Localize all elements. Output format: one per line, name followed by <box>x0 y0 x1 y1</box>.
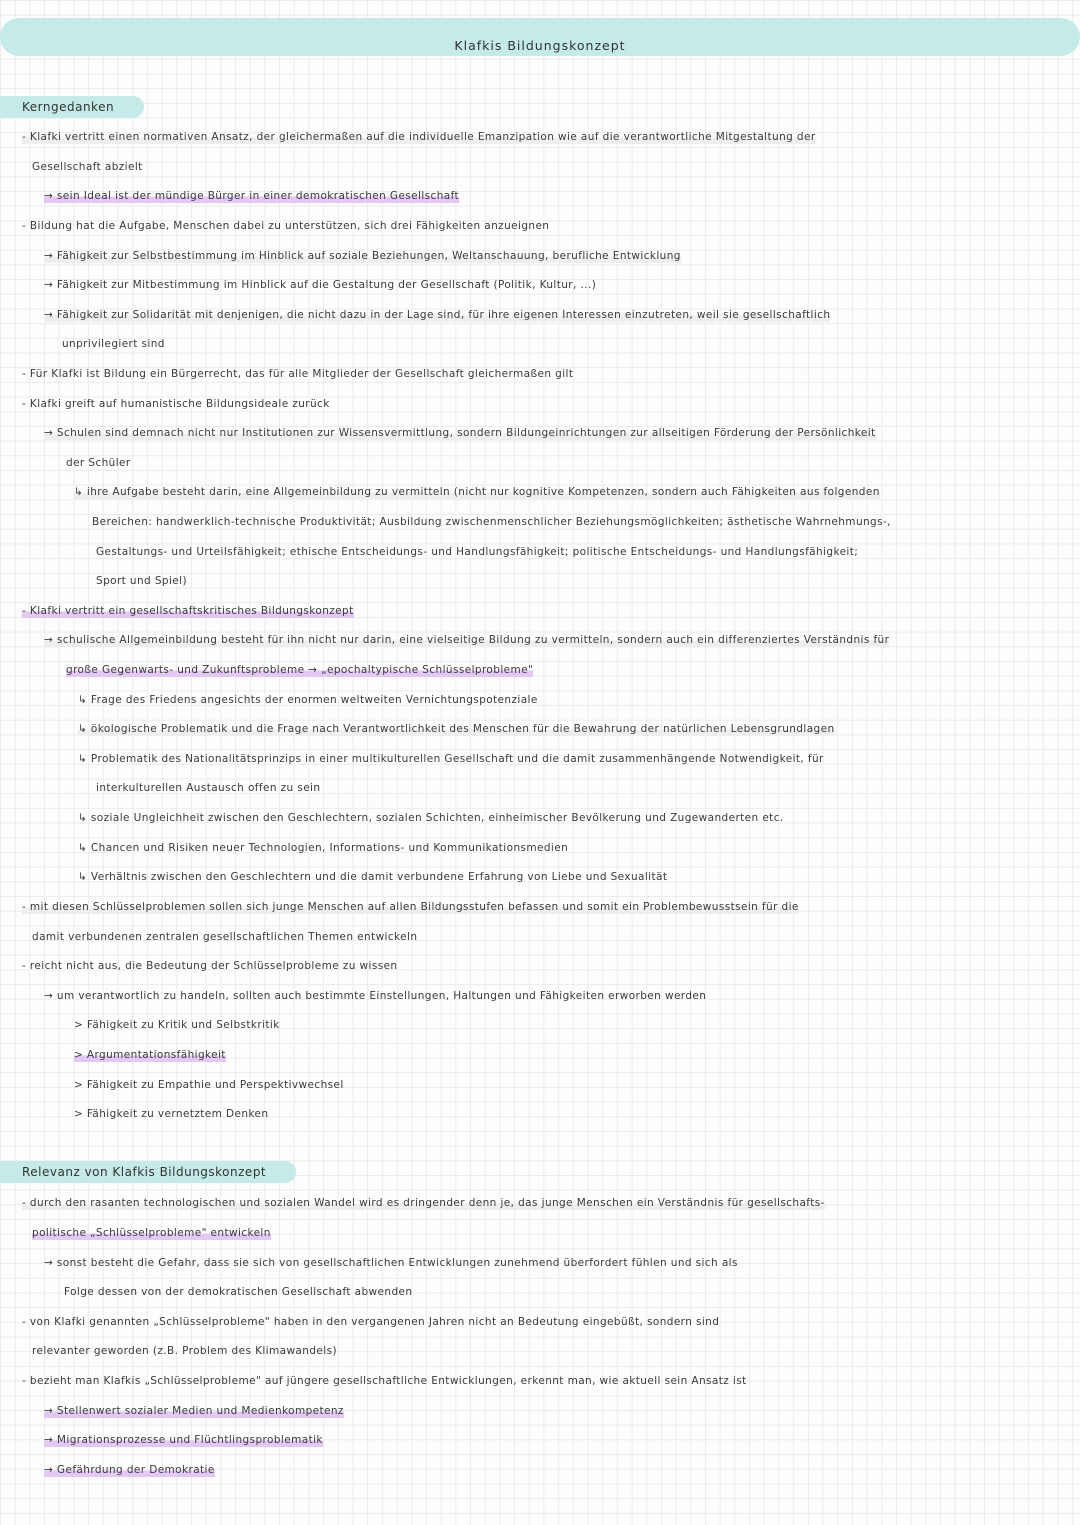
text-line: > Fähigkeit zu Kritik und Selbstkritik <box>74 1019 280 1031</box>
section-heading-kerngedanken: Kerngedanken <box>0 96 144 118</box>
section-heading-relevanz: Relevanz von Klafkis Bildungskonzept <box>0 1161 296 1183</box>
text-line: → Stellenwert sozialer Medien und Medienkompetenz <box>44 1405 344 1417</box>
text-line: ↳ ihre Aufgabe besteht darin, eine Allgemeinbildung zu vermitteln (nicht nur kognitive Kompetenzen, sondern auch Fähigkeiten aus folgenden <box>74 486 880 498</box>
text-line: → Migrationsprozesse und Flüchtlingsproblematik <box>44 1434 323 1446</box>
text-line: → Fähigkeit zur Selbstbestimmung im Hinblick auf soziale Beziehungen, Weltanschauung, berufliche Entwicklung <box>44 250 681 262</box>
text-line: Bereichen: handwerklich-technische Produktivität; Ausbildung zwischenmenschlicher Beziehungsmöglichkeiten; ästhetische Wahrnehmungs-, <box>92 516 891 528</box>
text-line: Gestaltungs- und Urteilsfähigkeit; ethische Entscheidungs- und Handlungsfähigkeit; politische Entscheidungs- und Handlungsfähigkeit; <box>96 546 859 558</box>
page-title: Klafkis Bildungskonzept <box>454 38 626 53</box>
text-line: politische „Schlüsselprobleme" entwickeln <box>32 1227 271 1239</box>
text-line: große Gegenwarts- und Zukunftsprobleme → „epochaltypische Schlüsselprobleme" <box>66 664 534 676</box>
text-line: damit verbundenen zentralen gesellschaftlichen Themen entwickeln <box>32 931 418 943</box>
text-line: ↳ Verhältnis zwischen den Geschlechtern und die damit verbundene Erfahrung von Liebe und Sexualität <box>78 871 668 883</box>
text-line: - Klafki greift auf humanistische Bildungsideale zurück <box>22 398 330 410</box>
text-line: Sport und Spiel) <box>96 575 187 587</box>
text-line: - von Klafki genannten „Schlüsselprobleme" haben in den vergangenen Jahren nicht an Bedeutung eingebüßt, sondern sind <box>22 1316 720 1328</box>
text-line: Gesellschaft abzielt <box>32 161 143 173</box>
text-line: relevanter geworden (z.B. Problem des Klimawandels) <box>32 1345 337 1357</box>
text-line: > Fähigkeit zu vernetztem Denken <box>74 1108 269 1120</box>
text-line: - bezieht man Klafkis „Schlüsselprobleme" auf jüngere gesellschaftliche Entwicklungen, erkennt man, wie aktuell sein Ansatz ist <box>22 1375 747 1387</box>
text-line: → sein Ideal ist der mündige Bürger in einer demokratischen Gesellschaft <box>44 190 460 202</box>
text-line: → Schulen sind demnach nicht nur Institutionen zur Wissensvermittlung, sondern Bildungeinrichtungen zur allseitigen Förderung der Persönlichkeit <box>44 427 876 439</box>
text-line: unprivilegiert sind <box>62 338 165 350</box>
text-line: - mit diesen Schlüsselproblemen sollen sich junge Menschen auf allen Bildungsstufen befassen und somit ein Problembewusstsein für die <box>22 901 799 913</box>
text-line: ↳ Chancen und Risiken neuer Technologien, Informations- und Kommunikationsmedien <box>78 842 569 854</box>
text-line: → sonst besteht die Gefahr, dass sie sich von gesellschaftlichen Entwicklungen zunehmend überfordert fühlen und sich als <box>44 1257 738 1269</box>
text-line: → Fähigkeit zur Solidarität mit denjenigen, die nicht dazu in der Lage sind, für ihre eigenen Interessen einzutreten, weil sie gesellschaftlich <box>44 309 831 321</box>
text-line: ↳ ökologische Problematik und die Frage nach Verantwortlichkeit des Menschen für die Bewahrung der natürlichen Lebensgrundlagen <box>78 723 835 735</box>
text-line: > Argumentationsfähigkeit <box>74 1049 226 1061</box>
text-line: - Bildung hat die Aufgabe, Menschen dabei zu unterstützen, sich drei Fähigkeiten anzueignen <box>22 220 550 232</box>
text-line: → schulische Allgemeinbildung besteht für ihn nicht nur darin, eine vielseitige Bildung zu vermitteln, sondern auch ein differenziertes Verständnis für <box>44 634 890 646</box>
text-line: - Klafki vertritt ein gesellschaftskritisches Bildungskonzept <box>22 605 354 617</box>
text-line: → Gefährdung der Demokratie <box>44 1464 215 1476</box>
text-line: ↳ soziale Ungleichheit zwischen den Geschlechtern, sozialen Schichten, einheimischer Bevölkerung und Zugewanderten etc. <box>78 812 784 824</box>
text-line: - Klafki vertritt einen normativen Ansatz, der gleichermaßen auf die individuelle Emanzipation wie auf die verantwortliche Mitgestaltung der <box>22 131 816 143</box>
text-line: der Schüler <box>66 457 131 469</box>
text-line: - reicht nicht aus, die Bedeutung der Schlüsselprobleme zu wissen <box>22 960 398 972</box>
text-line: ↳ Frage des Friedens angesichts der enormen weltweiten Vernichtungspotenziale <box>78 694 538 706</box>
text-line: Folge dessen von der demokratischen Gesellschaft abwenden <box>64 1286 413 1298</box>
text-line: - durch den rasanten technologischen und sozialen Wandel wird es dringender denn je, das junge Menschen ein Verständnis für gesellschafts- <box>22 1197 825 1209</box>
text-line: → um verantwortlich zu handeln, sollten auch bestimmte Einstellungen, Haltungen und Fähigkeiten erworben werden <box>44 990 707 1002</box>
text-line: ↳ Problematik des Nationalitätsprinzips in einer multikulturellen Gesellschaft und die damit zusammenhängende Notwendigkeit, für <box>78 753 824 765</box>
text-line: interkulturellen Austausch offen zu sein <box>96 782 321 794</box>
text-line: → Fähigkeit zur Mitbestimmung im Hinblick auf die Gestaltung der Gesellschaft (Politik, Kultur, ...) <box>44 279 597 291</box>
text-line: - Für Klafki ist Bildung ein Bürgerrecht, das für alle Mitglieder der Gesellschaft gleichermaßen gilt <box>22 368 574 380</box>
text-line: > Fähigkeit zu Empathie und Perspektivwechsel <box>74 1079 344 1091</box>
